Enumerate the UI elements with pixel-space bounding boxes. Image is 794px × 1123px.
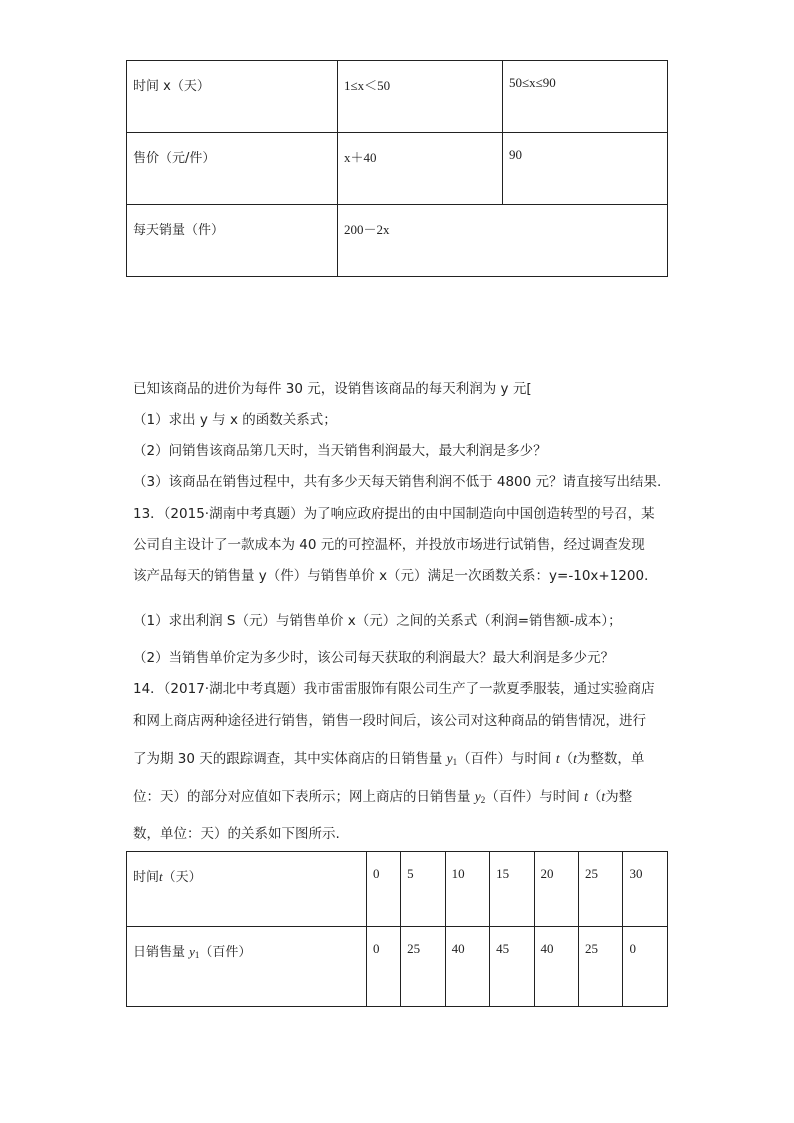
- table-cell: 45: [490, 927, 534, 1007]
- table-row: [127, 205, 668, 277]
- table-cell: 90: [503, 133, 668, 205]
- table-cell: 50≤x≤90: [503, 61, 668, 133]
- problem-13-line: 公司自主设计了一款成本为 40 元的可控温杯，并投放市场进行试销售，经过调查发现: [133, 537, 645, 553]
- problem-14-line: [133, 748, 678, 773]
- table-cell: 25: [401, 927, 445, 1007]
- text-segment: 了为期 30 天的跟踪调查，其中实体商店的日销售量: [133, 751, 447, 767]
- table-cell: 时间 x（天）: [127, 61, 338, 133]
- problem-14-line: 14．（2017·湖北中考真题）我市雷雷服饰有限公司生产了一款夏季服装，通过实验商店: [133, 681, 655, 697]
- variable-y2: $y_2$: [474, 789, 486, 805]
- price-table: [126, 60, 668, 277]
- problem-intro: 已知该商品的进价为每件 30 元，设销售该商品的每天利润为 y 元[: [133, 381, 532, 397]
- table-cell: 20: [534, 852, 578, 927]
- text-segment: 为整数，单: [576, 751, 645, 767]
- table-cell: 0: [367, 852, 401, 927]
- text-segment: 为整: [605, 789, 633, 805]
- sales-table: [126, 851, 668, 1007]
- problem-14-line: 数，单位：天）的关系如下图所示.: [133, 826, 340, 842]
- table-row: [127, 927, 668, 1007]
- text-segment: （: [559, 751, 574, 767]
- table-cell: 15: [490, 852, 534, 927]
- problem-14-line: 和网上商店两种途径进行销售，销售一段时间后，该公司对这种商品的销售情况，进行: [133, 713, 646, 729]
- text-segment: （百件）与时间: [485, 789, 585, 805]
- table-cell: 5: [401, 852, 445, 927]
- problem-13-question-1: （1）求出利润 S（元）与销售单价 x（元）之间的关系式（利润=销售额-成本）；: [133, 613, 622, 629]
- table-row: [127, 61, 668, 133]
- variable-t: t: [555, 751, 560, 766]
- table-cell: 25: [579, 927, 623, 1007]
- problem-14-line: [133, 786, 678, 811]
- problem-13-line: 该产品每天的销售量 y（件）与销售单价 x（元）满足一次函数关系：y=-10x+1200．: [133, 568, 658, 584]
- table-cell: 200－2x: [338, 205, 668, 277]
- table-cell: 25: [579, 852, 623, 927]
- problem-13-line: 13．（2015·湖南中考真题）为了响应政府提出的由中国制造向中国创造转型的号召，某: [133, 506, 655, 522]
- table-header-cell: 时间t（天）: [127, 852, 367, 927]
- table-header-cell: 日销售量 $y_1$（百件）: [127, 927, 367, 1007]
- variable-y1: $y_1$: [446, 751, 458, 767]
- table-cell: 40: [445, 927, 489, 1007]
- table-row: [127, 133, 668, 205]
- text-segment: （百件）与时间: [457, 751, 556, 767]
- question-2: （2）问销售该商品第几天时，当天销售利润最大，最大利润是多少？: [133, 443, 547, 459]
- table-row: [127, 852, 668, 927]
- question-1: （1）求出 y 与 x 的函数关系式；: [133, 412, 337, 428]
- variable-t: t: [584, 789, 588, 804]
- table-cell: 0: [623, 927, 668, 1007]
- table-cell: 0: [367, 927, 401, 1007]
- text-segment: 位：天）的部分对应值如下表所示；网上商店的日销售量: [133, 789, 475, 805]
- table-cell: 每天销量（件）: [127, 205, 338, 277]
- table-cell: 40: [534, 927, 578, 1007]
- text-segment: （: [587, 789, 602, 805]
- variable-t: t: [601, 789, 606, 804]
- variable-t: t: [573, 751, 577, 766]
- table-cell: 10: [445, 852, 489, 927]
- table-cell: x＋40: [338, 133, 503, 205]
- table-cell: 1≤x＜50: [338, 61, 503, 133]
- problem-13-question-2: （2）当销售单价定为多少时，该公司每天获取的利润最大？最大利润是多少元？: [133, 650, 615, 666]
- table-cell: 30: [623, 852, 668, 927]
- question-3: （3）该商品在销售过程中，共有多少天每天销售利润不低于 4800 元？请直接写出结果.: [133, 474, 662, 490]
- table-cell: 售价（元/件）: [127, 133, 338, 205]
